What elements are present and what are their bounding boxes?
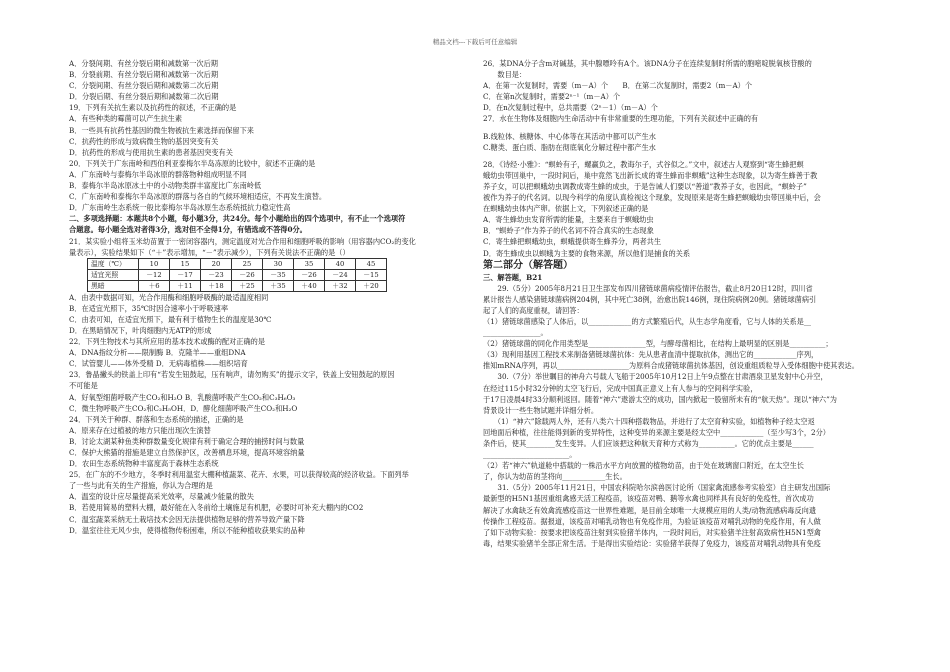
question-line: B．若使用简易的塑料大棚，最好能在入冬前给土壤施足有机肥，必要时可补充大棚内的CO2 xyxy=(69,503,364,513)
table-temp-cell: 45 xyxy=(356,258,387,269)
question-line: B．在适宜光照下，35℃时因合速率小于呼吸速率 xyxy=(69,303,229,313)
question-line: 量表示），实验结果如下（“＋”表示增加，“－”表示减少），下列有关说法不正确的是（） xyxy=(69,247,350,257)
table-header-row xyxy=(88,258,387,269)
table-cell: －17 xyxy=(170,269,201,280)
section2-title: 二、多项选择题：本题共8个小题，每小题3分，共24分。每个小题给出的四个选项中，有不止一个选项符 xyxy=(69,214,406,224)
question-line: 解决了水禽缺乏有效禽流感疫苗这一世界性难题，是目前全球唯一大规模应用的人类/动物流感病毒反向遗 xyxy=(483,505,817,515)
question-line: 传操作工程疫苗。据报道，该疫苗对哺乳动物也有免疫作用，为验证该疫苗对哺乳动物的免疫作用，有人做 xyxy=(483,516,821,526)
question-line: C．寄生蜂把螟蛾幼虫，螟蛾提供寄生蜂养分，两者共生 xyxy=(483,237,662,247)
question-line: B．分裂前期、有丝分裂后期和减数第一次后期 xyxy=(69,70,219,80)
question-line: 23．鲁晶撇头的铁盖上印有“若发生钮鼓起，压有响声，请勿购买”的提示文字，铁盖上安钮鼓起的原因 xyxy=(69,370,395,380)
question-line: D．温室往往无风少虫，使得植物传粉困难，所以不能种植收获果实的品种 xyxy=(69,525,305,535)
question-line: （1）“神六”除载两人外，还有八类六十四种搭载物品，并进行了太空育种实验，如植物种子经太空返 xyxy=(483,416,815,426)
table-cell: ＋6 xyxy=(139,280,170,291)
question-line: C．分裂间期、有丝分裂后期和减数第二次后期 xyxy=(69,81,219,91)
table-cell: ＋35 xyxy=(263,280,294,291)
question-line: C．抗药性的形成与致病微生物的基因突变有关 xyxy=(69,136,219,146)
question-line: 22．下列生物技术与其所应用的基本技术或酶的配对正确的是 xyxy=(69,337,266,347)
table-cell: ＋32 xyxy=(325,280,356,291)
question-line: （2）若“神六”轨道舱中搭载的一株沿水平方向放置的植物幼苗，由于处在玻璃窗口附近，在太空生长 xyxy=(483,461,804,471)
question-line: A．DNA指纹分析——限制酶 B．克隆羊——重组DNA xyxy=(69,348,246,358)
question-line: A．广东南岭与泰梅尔半岛冰原的群落物种组成明显不同 xyxy=(69,169,247,179)
question-line: ________________________。 xyxy=(483,450,577,460)
question-line: C．在第n次复制时，需要2ⁿ⁻¹（m－A）个 xyxy=(483,92,621,102)
question-line: 19．下列有关抗生素以及抗药性的叙述，不正确的是 xyxy=(69,103,237,113)
question-line: A．有些种类的霉菌可以产生抗生素 xyxy=(69,114,183,124)
table-row-dark xyxy=(88,280,387,291)
question-line: C．微生物呼吸产生CO₂和C₂H₅OH．D．酵化细菌呼吸产生CO₂和H₂O xyxy=(69,403,298,413)
right-column xyxy=(483,58,883,549)
left-column xyxy=(69,58,469,536)
question-line: 30.（7分）举世瞩目的神舟六号载人飞船于2005年10月12日上午9点整在甘肃酒泉卫星发射中心升空， xyxy=(483,372,828,382)
question-line: D．在n次复制过程中，总共需要（2ⁿ－1）（m－A）个 xyxy=(483,103,658,113)
question-line: A．原来存在过植被的地方只能出现次生演替 xyxy=(69,425,211,435)
question-line: A．温室的设计应尽量提高采光效率，尽量减少能量的散失 xyxy=(69,492,254,502)
table-row-label: 适宜光照 xyxy=(88,269,139,280)
question-line: D．在黑暗情况下，叶肉细胞内无ATP的形成 xyxy=(69,325,212,335)
question-line: A．在第一次复制时，需要（m－A）个 B．在第二次复制时，需要2（m－A）个 xyxy=(483,81,753,91)
question-line: 27．水在生物体及细胞内生命活动中有非常重要的生理功能，下列有关叙述中正确的有 xyxy=(483,114,759,124)
question-line: C．温室蔬菜采纳无土栽培技术会因无法提供植物足够的营养导致产量下降 xyxy=(69,514,305,524)
question-line: A．好氧型细菌呼吸产生CO₂和H₂O B．乳酸菌呼吸产生CO₂和C₃H₆O₃ xyxy=(69,392,296,402)
question-line: C．由表可知，在适宜光照下，最有利于植物生长的温度是30℃ xyxy=(69,314,272,324)
question-line: 21．某实验小组将玉米幼苗置于一密闭容器内，测定温度对光合作用和细胞呼吸的影响（用容器内CO₂的变化 xyxy=(69,236,416,246)
table-row-label: 黑暗 xyxy=(88,280,139,291)
question-line: 背景设计一些生物试题并详细分析。 xyxy=(483,405,599,415)
question-line: B．一些具有抗药性基因的微生物被抗生素选择而保留下来 xyxy=(69,125,254,135)
question-line: 数目是： xyxy=(483,70,527,80)
table-temp-cell: 25 xyxy=(232,258,263,269)
question-line: （2）猪链球菌的同化作用类型是________________型，与酵母菌相比，在结构上最明显的区别是__________； xyxy=(483,339,833,349)
option-line: C.糖类、蛋白质、脂肪在彻底氧化分解过程中都产生水 xyxy=(483,142,656,152)
question-line: A．由表中数据可知，光合作用酶和细胞呼吸酶的最适温度相同 xyxy=(69,292,269,302)
question-line: 在螟蛾幼虫体内产卵。依据上文，下列叙述正确的是 xyxy=(483,204,649,214)
question-line: 推知mRNA序列，再以____________________为原料合成猪链球菌抗体基因，创设重组质粒导入受体细胞中使其表达。 xyxy=(483,361,859,371)
question-line: ________________。 xyxy=(483,328,548,338)
question-line: 条件后，使其________发生变异。人们应该把这种航天育种方式称为__________。它的优点主要是______ xyxy=(483,439,814,448)
question-line: 累计报告人感染猪链球菌病例204例，其中死亡38例，治愈出院146例，现住院病例20例。猪链球菌病引 xyxy=(483,294,817,304)
question-line: 29.（5分）2005年8月21日卫生部发布四川猪链球菌病疫情评估报告，截止8月20日12时，四川省 xyxy=(483,283,813,293)
question-line: D．广东南岭生态系统一般比泰梅尔半岛冰原生态系统抵抗力稳定性高 xyxy=(69,203,291,213)
question-line: A．寄生蜂幼虫发育所需的能量，主要来自于螟蛾幼虫 xyxy=(483,215,654,225)
table-cell: ＋40 xyxy=(294,280,325,291)
question-line: B．讨论太湖某种鱼类种群数量变化规律有利于确定合理的捕捞时间与数量 xyxy=(69,436,305,446)
table-temp-cell: 30 xyxy=(263,258,294,269)
question-line: 了如下动物实验：按要求把该疫苗注射到实验猪羊体内，一段时间后，对实验猪羊注射高致病性H5N1型禽 xyxy=(483,527,821,537)
table-cell: －15 xyxy=(356,269,387,280)
table-cell: －24 xyxy=(325,269,356,280)
table-cell: －26 xyxy=(294,269,325,280)
question-line: A．分裂间期、有丝分裂后期和减数第一次后期 xyxy=(69,59,218,68)
question-line: 在经过115小时32分钟的太空飞行后，完成中国真正意义上有人参与的空间科学实验， xyxy=(483,383,758,393)
question-line: 25．在广东的不少地方，冬季时利用温室大棚种植蔬菜、花卉、水果，可以获得较高的经济收益。下面列举 xyxy=(69,470,409,480)
question-line: C．广东南岭和泰梅尔半岛冰原的群落与各自的气候环境相适应，不再发生演替。 xyxy=(69,192,327,202)
question-line: D．分裂后期、有丝分裂后期和减数第二次后期 xyxy=(69,92,219,102)
table-cell: ＋20 xyxy=(356,280,387,291)
table-row-light xyxy=(88,269,387,280)
question-line: 不可能是 xyxy=(69,381,98,391)
question-line: D．农田生态系统物种丰富度高于森林生态系统 xyxy=(69,459,219,469)
question-line: B．泰梅尔半岛冰原冰土中的小动物类群丰富度比广东南岭低 xyxy=(69,181,262,191)
part2-title: 第二部分（解答题） xyxy=(483,259,573,271)
table-temp-cell: 35 xyxy=(294,258,325,269)
question-line: 养子女，可以把螟蛾幼虫调教成寄生蜂的成虫，于是告诫人们要以“善道”教养子女，也因此，“螟蛉子” xyxy=(483,181,807,191)
table-temp-cell: 15 xyxy=(170,258,201,269)
q21-data-table xyxy=(87,258,387,292)
part3-title: 三、解答题，B21 xyxy=(483,272,543,282)
question-line: D．抗药性的形成与使用抗生素的患者基因突变有关 xyxy=(69,147,233,157)
table-temp-cell: 40 xyxy=(325,258,356,269)
question-line: 26．某DNA分子含m对碱基，其中腺嘌呤有A个。该DNA分子在连续复制时所需的胞嘧啶脱氧核苷酸的 xyxy=(483,59,812,68)
question-line: D．寄生蜂成虫以螟蛾为主要的食物来源，所以他们是捕食的关系 xyxy=(483,248,691,258)
question-line: 31.（5分）2005年11月21日，中国农科院哈尔滨兽医讨论所（国家禽流感参考实验室）自主研发出国际 xyxy=(483,483,831,493)
table-temp-cell: 10 xyxy=(139,258,170,269)
table-cell: －23 xyxy=(201,269,232,280)
question-line: （3）现利用基因工程技术来制备猪链球菌抗体：先从患者血清中提取抗体，测出它的____________序列， xyxy=(483,350,819,360)
question-line: 被作为养子的代名词。以现今科学的角度认真检视这个现象，发现原来是寄生蜂把螟蛾幼虫带回巢中后，会 xyxy=(483,193,821,203)
table-header-label: 温度（℃） xyxy=(88,258,139,269)
question-line: C．保护大熊猫的措施是建立自然保护区，改善栖息环境，提高环境容纳量 xyxy=(69,448,305,457)
question-line: 最新型的H5N1基因重组禽感天活工程疫苗，该疫苗对鸭、鹅等水禽也同样具有良好的免疫性，首次成功 xyxy=(483,494,814,504)
question-line: C．试管婴儿——体外受精 D．无病毒植株——组织培育 xyxy=(69,359,248,369)
table-temp-cell: 20 xyxy=(201,258,232,269)
table-cell: －35 xyxy=(263,269,294,280)
question-line: 蛾幼虫带回巢中，一段时间后，巢中竟然飞出新长成的寄生蜂而非螟蛾”这种生态现象，以为寄生蜂善于教 xyxy=(483,170,818,180)
question-line: 了一些与此有关的生产措施，你认为合理的是 xyxy=(69,481,213,491)
question-line: 于17日凌晨4时33分顺利返回。随着“神六”遨游太空的成功，国内掀起一股留所未有的“航天热”。现以“神六”为 xyxy=(483,394,837,404)
section2-title-cont: 合题意。每小题全选对者得3分，选对但不全得1分，有错选或不答得0分。 xyxy=(69,225,307,235)
table-cell: ＋11 xyxy=(170,280,201,291)
question-line: 28．《诗经·小雅》：“螟蛉有子，螺赢负之，教诲尔子，式谷似之。”文中，叙述古人观察到“寄生蜂把螟 xyxy=(483,159,804,169)
table-cell: －12 xyxy=(139,269,170,280)
question-line: 回地面后种植，往往能得到新的变异特性，这种变异的来源主要是经太空中____________（至少写3个，2分） xyxy=(483,427,830,437)
table-cell: ＋25 xyxy=(232,280,263,291)
question-line: B．“螟蛉子”作为养子的代名词不符合真实的生态现象 xyxy=(483,226,654,236)
question-line: 毒，结果实验猪羊全部正常生活。于是得出实验结论：实验猪羊获得了免疫力，该疫苗对哺乳动物具有免疫 xyxy=(483,538,821,548)
question-line: 了，你认为幼苗的茎将向____________生长。 xyxy=(483,472,627,482)
question-line: 24．下列关于种群、群落和生态系统的描述，正确的是 xyxy=(69,414,244,424)
question-line: 20．下列关于广东南岭和西伯利亚泰梅尔半岛冻原的比较中，叙述不正确的是 xyxy=(69,158,316,168)
question-line: （1）猪链球菌感染了人体后，以____________的方式繁殖后代，从生态学角度看，它与人体的关系是__ xyxy=(483,316,812,326)
table-cell: ＋18 xyxy=(201,280,232,291)
option-line: B.线粒体、核糖体、中心体等在其活动中都可以产生水 xyxy=(483,131,656,141)
table-cell: －26 xyxy=(232,269,263,280)
page-header: 精品文档---下载后可任意编辑 xyxy=(432,38,518,46)
question-line: 起了人们的高度重视，请回答： xyxy=(483,305,584,315)
